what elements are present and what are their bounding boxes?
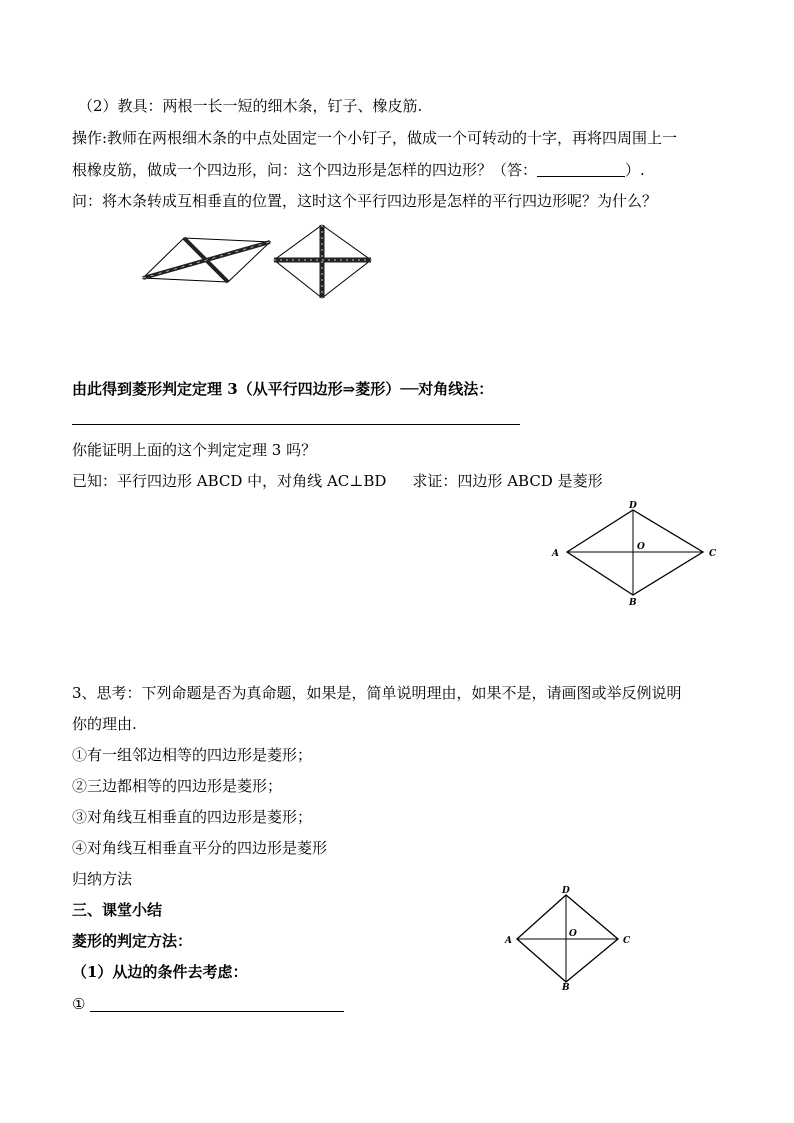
label-b: B — [562, 983, 570, 993]
answer-close: ）. — [625, 161, 645, 179]
blank-item-1-line — [90, 1011, 344, 1012]
proposition-3: ③对角线互相垂直的四边形是菱形； — [72, 808, 313, 826]
given-text: 已知：平行四边形 ABCD 中，对角线 AC⊥BD — [72, 472, 387, 490]
label-a: A — [505, 936, 512, 946]
summary-method: 归纳方法 — [72, 870, 133, 888]
proposition-4: ④对角线互相垂直平分的四边形是菱形 — [72, 839, 328, 857]
blank-item-1: ① — [72, 995, 86, 1013]
answer-blank — [537, 162, 625, 177]
theorem-blank-line — [72, 424, 520, 425]
rhombus-figure-1 — [545, 500, 725, 610]
operation-text-1: 操作:教师在两根细木条的中点处固定一个小钉子，做成一个可转动的十字，再将四周围上一 — [72, 129, 678, 147]
label-d: D — [629, 501, 637, 511]
proposition-1: ①有一组邻边相等的四边形是菱形； — [72, 746, 313, 764]
rotating-sticks-figure — [138, 220, 378, 302]
question-answer-prompt: 根橡皮筋，做成一个四边形，问：这个四边形是怎样的四边形？（答： — [72, 161, 538, 179]
theorem-3-heading: 由此得到菱形判定定理 3（从平行四边形⇒菱形）──对角线法： — [72, 380, 494, 398]
think-question-2: 你的理由. — [72, 715, 137, 733]
teaching-aids-text: （2）教具：两根一长一短的细木条，钉子、橡皮筋. — [78, 97, 423, 115]
label-a: A — [552, 549, 559, 559]
label-o: O — [569, 929, 577, 939]
prove-text: 求证：四边形 ABCD 是菱形 — [412, 472, 603, 490]
given-and-prove — [72, 472, 603, 490]
label-c: C — [623, 936, 631, 946]
question-text: 问：将木条转成互相垂直的位置，这时这个平行四边形是怎样的平行四边形呢？为什么？ — [72, 192, 658, 210]
proposition-2: ②三边都相等的四边形是菱形； — [72, 777, 283, 795]
section-summary-heading: 三、课堂小结 — [72, 901, 163, 919]
label-c: C — [709, 549, 717, 559]
label-d: D — [562, 886, 570, 896]
side-condition-heading: （1）从边的条件去考虑： — [72, 963, 248, 981]
operation-text-2 — [72, 161, 645, 179]
rhombus-methods-heading: 菱形的判定方法： — [72, 932, 193, 950]
label-o: O — [637, 542, 645, 552]
label-b: B — [629, 598, 637, 608]
proof-question: 你能证明上面的这个判定定理 3 吗？ — [72, 441, 317, 459]
think-question-1: 3、思考：下列命题是否为真命题，如果是，简单说明理由，如果不是，请画图或举反例说明 — [72, 684, 682, 702]
rhombus-figure-2 — [500, 884, 640, 992]
